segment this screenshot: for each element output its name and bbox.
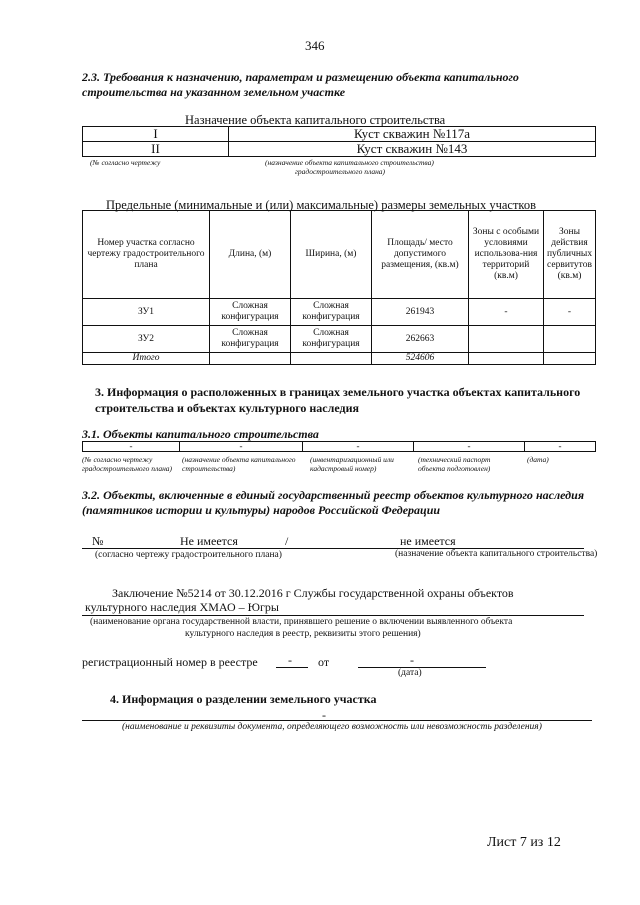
plot-length: Сложная конфигурация	[210, 326, 291, 353]
table-row	[83, 299, 596, 326]
object-name: Куст скважин №117а	[229, 127, 596, 142]
divider	[82, 615, 584, 616]
row-number: II	[83, 142, 229, 157]
object-name: Куст скважин №143	[229, 142, 596, 157]
plot-width: Сложная конфигурация	[291, 299, 372, 326]
num-sign: №	[92, 534, 104, 548]
date-line	[358, 667, 486, 668]
header-cell: Ширина, (м)	[291, 211, 372, 299]
section-3-heading: 3. Информация о расположенных в границах земельного участка объектах капитального строительства и объектах культурного наследия	[95, 385, 581, 415]
section-3-1-heading: 3.1. Объекты капитального строительства	[82, 427, 319, 441]
cell: -	[83, 442, 180, 452]
header-cell: Зоны с особыми условиями использова-ния территорий (кв.м)	[469, 211, 544, 299]
note-purpose-32: (назначение объекта капитального строительства)	[395, 549, 598, 559]
date-value: -	[410, 653, 414, 667]
row-number: I	[83, 127, 229, 142]
note-col-4: (технический паспорт объекта подготовлен)	[418, 455, 491, 473]
limits-table	[82, 210, 596, 365]
plot-area: 261943	[372, 299, 469, 326]
reg-label: регистрационный номер в реестре	[82, 655, 258, 669]
header-cell: Номер участка согласно чертежу градостроительного плана	[83, 211, 210, 299]
table-total-row	[83, 353, 596, 365]
note-purpose: (назначение объекта капитального строительства)	[265, 158, 434, 167]
reg-value: -	[288, 653, 292, 667]
from-label: от	[318, 655, 330, 669]
reg-line	[276, 667, 308, 668]
header-cell: Площадь/ место допустимого размещения, (кв.м)	[372, 211, 469, 299]
division-note: (наименование и реквизиты документа, определяющего возможность или невозможность разделения)	[122, 722, 542, 732]
section-3-2-heading: 3.2. Объекты, включенные в единый государственный реестр объектов культурного наследия (памятников истории и культуры) народов Российской Федерации	[82, 488, 584, 517]
note-plan-32: (согласно чертежу градостроительного плана)	[95, 550, 282, 560]
not-available-2: не имеется	[400, 534, 456, 548]
slash: /	[285, 534, 289, 548]
header-cell: Зоны действия публичных сервитутов (кв.м)	[544, 211, 596, 299]
cell: -	[525, 442, 596, 452]
note-drawing-number: (№ согласно чертежу	[90, 158, 161, 167]
section-4-heading: 4. Информация о разделении земельного участка	[110, 692, 377, 706]
cell: -	[180, 442, 303, 452]
total-label: Итого	[83, 353, 210, 365]
plot-servitude: -	[544, 299, 596, 326]
note-col-1: (№ согласно чертежу градостроительного плана)	[82, 455, 173, 473]
divider	[82, 720, 592, 721]
table-row	[83, 127, 596, 142]
plot-number: ЗУ1	[83, 299, 210, 326]
section-2-3-heading: 2.3. Требования к назначению, параметрам и размещению объекта капитального строительства на указанном земельном участке	[82, 70, 519, 99]
table-header-row	[83, 211, 596, 299]
page-number: 346	[305, 38, 325, 53]
date-note: (дата)	[398, 668, 422, 678]
plot-zones: -	[469, 299, 544, 326]
plot-number: ЗУ2	[83, 326, 210, 353]
limits-caption: Предельные (минимальные и (или) максимальные) размеры земельных участков	[106, 198, 537, 212]
note-plan: градостроительного плана)	[295, 167, 386, 176]
header-cell: Длина, (м)	[210, 211, 291, 299]
note-col-5: (дата)	[527, 455, 549, 464]
plot-zones	[469, 326, 544, 353]
division-value: -	[322, 708, 326, 722]
note-col-3: (инвентаризационный или кадастровый номер)	[310, 455, 394, 473]
purpose-table	[82, 126, 596, 157]
not-available-1: Не имеется	[180, 534, 238, 548]
purpose-caption: Назначение объекта капитального строительства	[185, 113, 446, 127]
table-row	[83, 442, 596, 452]
table-row	[83, 326, 596, 353]
conclusion-line-2: культурного наследия ХМАО – Югры	[85, 600, 279, 614]
cell: -	[303, 442, 414, 452]
organ-note-1: (наименование органа государственной власти, принявшего решение о включении выявленного объекта	[90, 617, 513, 627]
conclusion-line-1: Заключение №5214 от 30.12.2016 г Службы государственной охраны объектов	[112, 586, 514, 600]
plot-width: Сложная конфигурация	[291, 326, 372, 353]
note-col-2: (назначение объекта капитального строительства)	[182, 455, 296, 473]
plot-length: Сложная конфигурация	[210, 299, 291, 326]
total-area: 524606	[372, 353, 469, 365]
plot-servitude	[544, 326, 596, 353]
capital-objects-table	[82, 441, 596, 452]
table-row	[83, 142, 596, 157]
sheet-number: Лист 7 из 12	[487, 835, 561, 850]
plot-area: 262663	[372, 326, 469, 353]
organ-note-2: культурного наследия в реестр, реквизиты этого решения)	[185, 629, 421, 639]
cell: -	[414, 442, 525, 452]
